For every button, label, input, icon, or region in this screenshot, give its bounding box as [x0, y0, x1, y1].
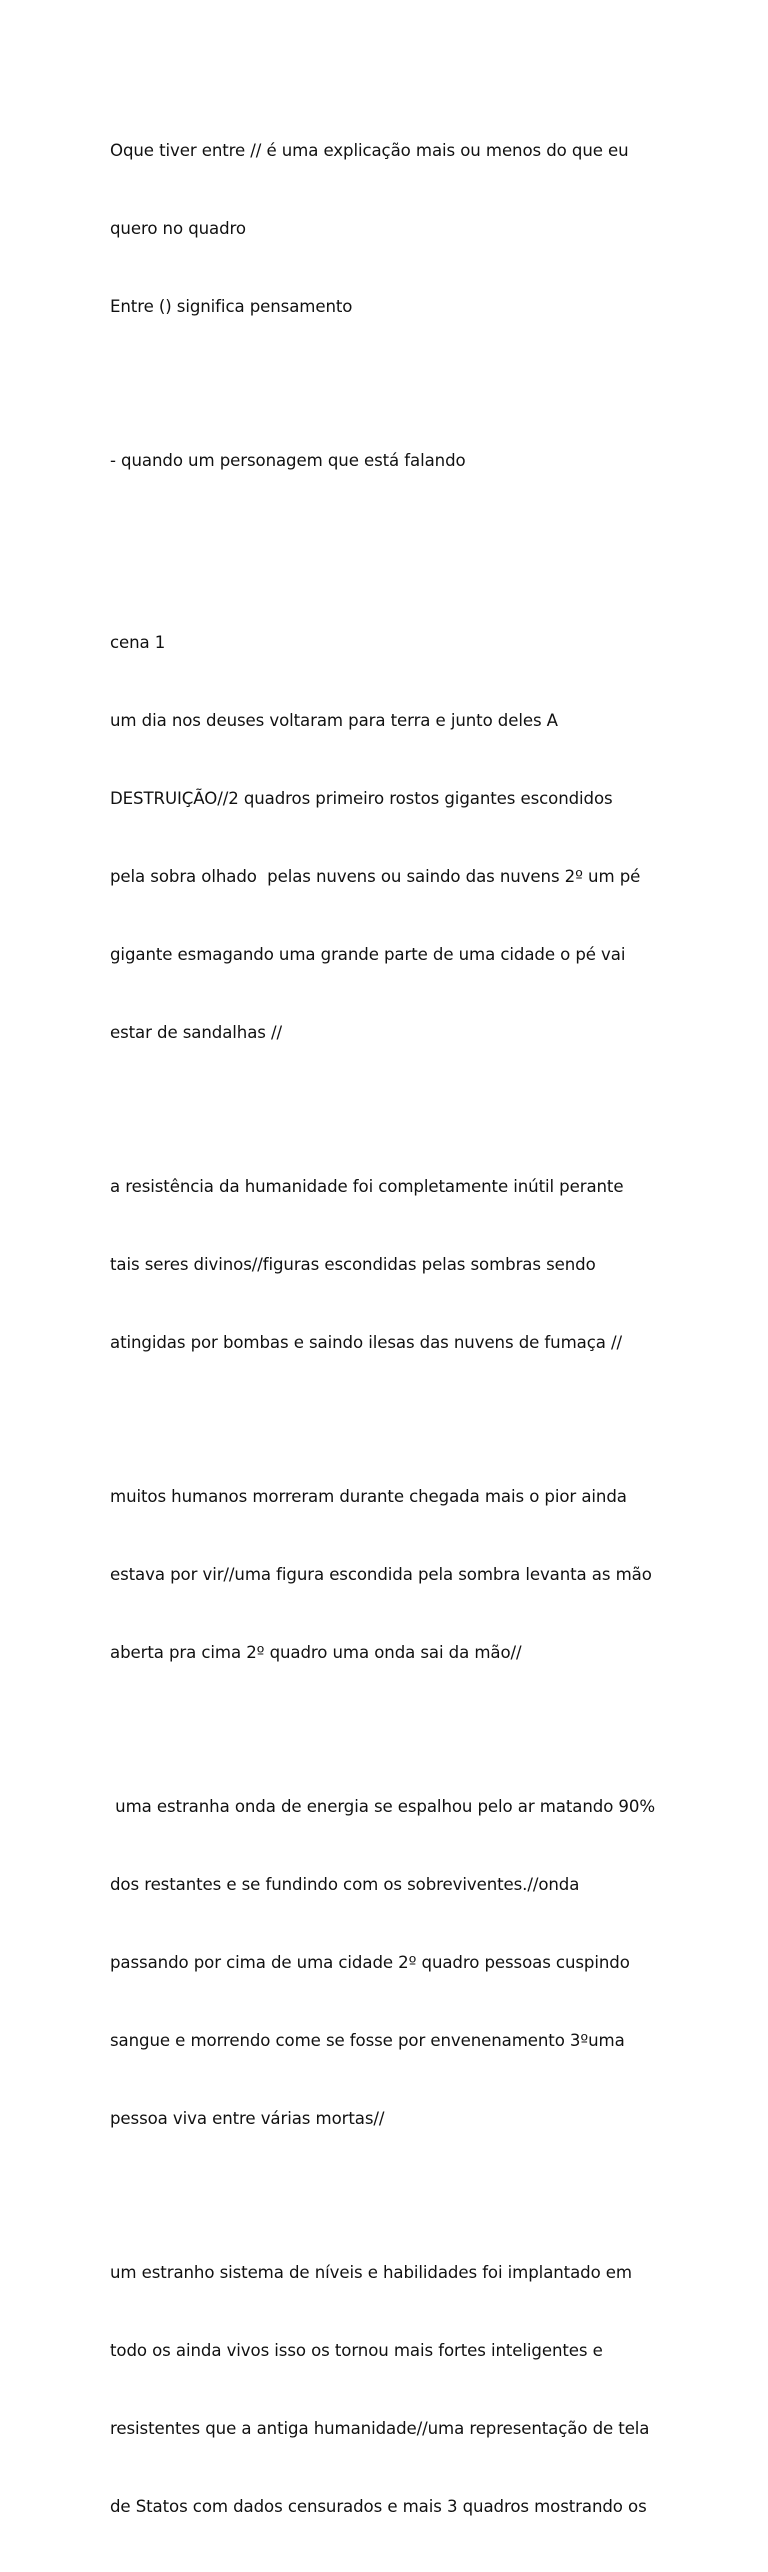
text-line: um dia nos deuses voltaram para terra e junto deles A — [110, 711, 558, 730]
document-page — [110, 86, 670, 2572]
text-line: todo os ainda vivos isso os tornou mais fortes inteligentes e — [110, 2341, 603, 2360]
text-line: um estranho sistema de níveis e habilidades foi implantado em — [110, 2263, 632, 2282]
paragraph-spacer — [110, 2184, 670, 2208]
paragraph-spacer — [110, 1408, 670, 1432]
system-paragraph — [110, 2208, 670, 2572]
text-line: estar de sandalhas // — [110, 1023, 282, 1042]
text-line: Entre () significa pensamento — [110, 297, 353, 316]
text-line: passando por cima de uma cidade 2º quadro pessoas cuspindo — [110, 1953, 630, 1972]
paragraph-spacer — [110, 526, 670, 578]
text-line: gigante esmagando uma grande parte de uma cidade o pé vai — [110, 945, 626, 964]
text-line: dos restantes e se fundindo com os sobreviventes.//onda — [110, 1875, 580, 1894]
text-line: muitos humanos morreram durante chegada mais o pior ainda — [110, 1487, 627, 1506]
scene1-paragraph — [110, 578, 670, 1098]
text-line: resistentes que a antiga humanidade//uma representação de tela — [110, 2419, 650, 2438]
text-line: pela sobra olhado pelas nuvens ou saindo das nuvens 2º um pé — [110, 867, 641, 886]
text-line: Oque tiver entre // é uma explicação mais ou menos do que eu — [110, 141, 629, 160]
text-line: uma estranha onda de energia se espalhou pelo ar matando 90% — [110, 1797, 656, 1816]
dash-note-paragraph — [110, 396, 670, 526]
text-line: DESTRUIÇÃO//2 quadros primeiro rostos gigantes escondidos — [110, 789, 613, 808]
text-line: quero no quadro — [110, 219, 246, 238]
paragraph-spacer — [110, 372, 670, 396]
text-line: atingidas por bombas e saindo ilesas das nuvens de fumaça // — [110, 1333, 622, 1352]
text-line: tais seres divinos//figuras escondidas pelas sombras sendo — [110, 1255, 596, 1274]
text-line: de Statos com dados censurados e mais 3 quadros mostrando os — [110, 2497, 647, 2516]
deaths-paragraph — [110, 1432, 670, 1718]
text-line: pessoa viva entre várias mortas// — [110, 2109, 385, 2128]
text-line: aberta pra cima 2º quadro uma onda sai da mão// — [110, 1643, 522, 1662]
text-line: a resistência da humanidade foi completamente inútil perante — [110, 1177, 624, 1196]
text-line: - quando um personagem que está falando — [110, 451, 466, 470]
text-line: cena 1 — [110, 633, 166, 652]
paragraph-spacer — [110, 1098, 670, 1122]
intro-paragraph — [110, 86, 670, 372]
text-line: estava por vir//uma figura escondida pela sombra levanta as mão — [110, 1565, 652, 1584]
resistance-paragraph — [110, 1122, 670, 1408]
text-line: sangue e morrendo come se fosse por envenenamento 3ºuma — [110, 2031, 625, 2050]
paragraph-spacer — [110, 1718, 670, 1742]
wave-paragraph — [110, 1742, 670, 2184]
